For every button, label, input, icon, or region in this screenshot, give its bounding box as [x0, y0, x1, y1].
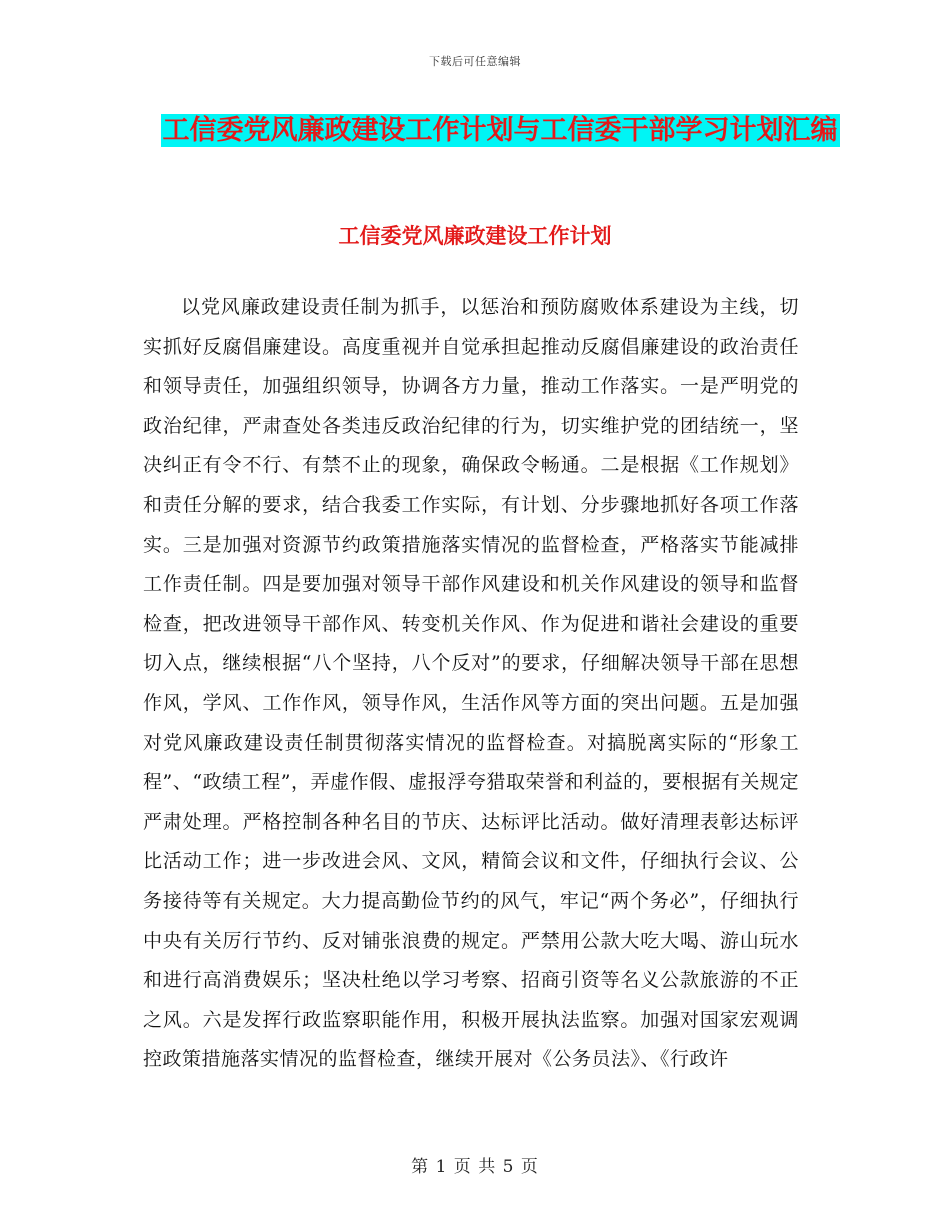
header-note: 下载后可任意编辑	[429, 55, 521, 68]
body-paragraph: 以党风廉政建设责任制为抓手，以惩治和预防腐败体系建设为主线，切实抓好反腐倡廉建设。高度重视并自觉承担起推动反腐倡廉建设的政治责任和领导责任，加强组织领导，协调各方力量，推动工作落实。一是严明党的政治纪律，严肃查处各类违反政治纪律的行为，切实维护党的团结统一，坚决纠正有令不行、有禁不止的现象，确保政令畅通。二是根据《工作规划》和责任分解的要求，结合我委工作实际，有计划、分步骤地抓好各项工作落实。三是加强对资源节约政策措施落实情况的监督检查，严格落实节能减排工作责任制。四是要加强对领导干部作风建设和机关作风建设的领导和监督检查，把改进领导干部作风、转变机关作风、作为促进和谐社会建设的重要切入点，继续根据“八个坚持，八个反对”的要求，仔细解决领导干部在思想作风，学风、工作作风，领导作风，生活作风等方面的突出问题。五是加强对党风廉政建设责任制贯彻落实情况的监督检查。对搞脱离实际的“形象工程”、“政绩工程”，弄虚作假、虚报浮夸猎取荣誉和利益的，要根据有关规定严肃处理。严格控制各种名目的节庆、达标评比活动。做好清理表彰达标评比活动工作；进一步改进会风、文风，精简会议和文件，仔细执行会议、公务接待等有关规定。大力提高勤俭节约的风气，牢记“两个务必”，仔细执行中央有关厉行节约、反对铺张浪费的规定。严禁用公款大吃大喝、游山玩水和进行高消费娱乐；坚决杜绝以学习考察、招商引资等名义公款旅游的不正之风。六是发挥行政监察职能作用，积极开展执法监察。加强对国家宏观调控政策措施落实情况的监督检查，继续开展对《公务员法》、《行政许	[143, 296, 799, 1071]
page-number: 第 1 页 共 5 页	[411, 1157, 539, 1177]
document-title-text: 工信委党风廉政建设工作计划与工信委干部学习计划汇编	[162, 115, 838, 146]
section-title: 工信委党风廉政建设工作计划	[338, 224, 612, 248]
document-title	[130, 105, 870, 157]
